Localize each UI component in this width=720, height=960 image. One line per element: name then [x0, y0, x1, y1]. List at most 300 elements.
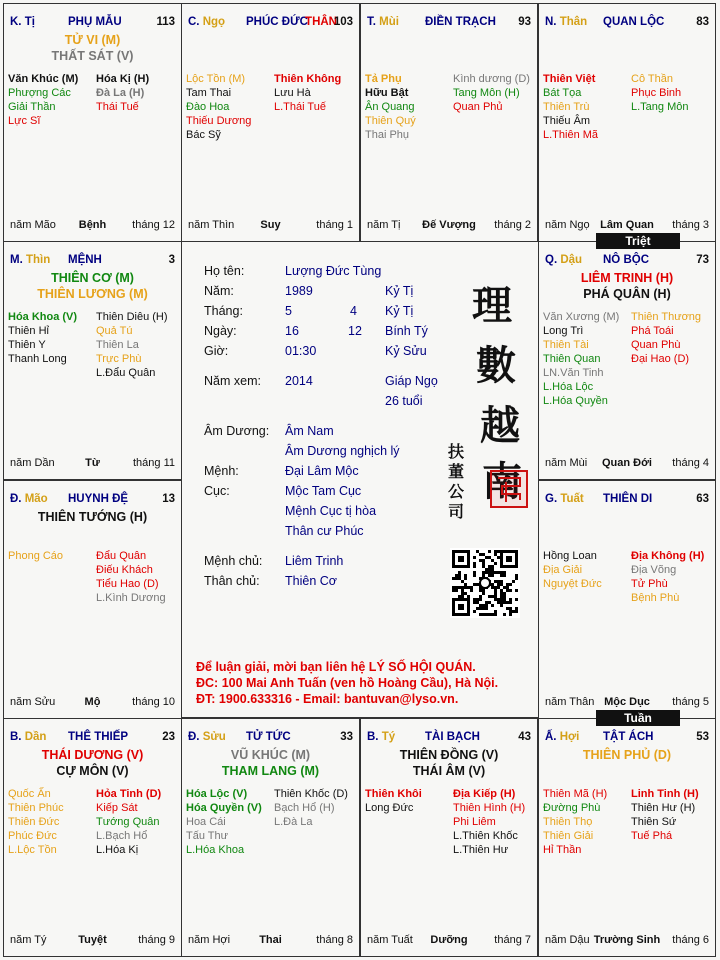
- main-stars: [539, 747, 715, 763]
- minor-stars-left: [8, 549, 92, 563]
- main-star: THIÊN ĐỒNG (V): [399, 748, 499, 762]
- minor-stars-left: [543, 549, 627, 591]
- minor-star: L.Thiên Khốc: [453, 830, 518, 842]
- minor-stars-left: [186, 72, 270, 142]
- palace-header: [545, 254, 709, 270]
- life-stage: Suy: [260, 219, 281, 231]
- palace-year: năm Dậu: [545, 934, 590, 946]
- minor-star: Quan Phù: [631, 339, 681, 351]
- minor-star: Bệnh Phù: [631, 592, 680, 604]
- hour-label: Giờ:: [204, 344, 229, 358]
- palace-cell[interactable]: [3, 718, 182, 957]
- triet-badge: Triệt: [596, 233, 680, 249]
- palace-footer: [188, 219, 353, 233]
- minor-star: Tấu Thư: [186, 830, 229, 842]
- menh-chu: Liêm Trinh: [285, 554, 344, 568]
- minor-star: Thiên Không: [274, 73, 342, 85]
- minor-star: Phá Toái: [631, 325, 674, 337]
- than-tag: THÂN: [305, 16, 337, 28]
- palace-year: năm Hợi: [188, 934, 231, 946]
- contact-line-1: Để luận giải, mời bạn liên hệ LÝ SỐ HỘI QUÁN.: [196, 660, 476, 674]
- minor-star: Kình dương (D): [453, 73, 530, 85]
- center-info-panel: [181, 241, 539, 718]
- palace-branch: G. Tuất: [545, 493, 584, 505]
- contact-line-3: ĐT: 1900.633316 - Email: bantuvan@lyso.vn.: [196, 692, 459, 706]
- minor-star: Lộc Tồn (M): [186, 73, 246, 85]
- minor-star: Long Đức: [365, 802, 414, 814]
- palace-month: tháng 9: [138, 934, 175, 946]
- minor-stars-right: [96, 549, 180, 605]
- contact-line-2: ĐC: 100 Mai Anh Tuấn (ven hồ Hoàng Cầu), Hà Nội.: [196, 676, 499, 690]
- minor-star: Hoa Cái: [186, 816, 226, 828]
- hour-can-chi: Kỷ Sửu: [385, 344, 427, 358]
- palace-age: 103: [333, 16, 353, 28]
- minor-star: Phúc Đức: [8, 830, 57, 842]
- palace-footer: [10, 457, 175, 471]
- minor-stars-right: [453, 72, 537, 114]
- palace-cell[interactable]: [3, 480, 182, 719]
- palace-footer: [545, 219, 709, 233]
- minor-stars-right: [453, 787, 537, 857]
- minor-star: Thiên Giải: [543, 830, 594, 842]
- palace-month: tháng 1: [316, 219, 353, 231]
- view-year-label: Năm xem:: [204, 374, 261, 388]
- view-year: 2014: [285, 374, 313, 388]
- main-stars: [4, 32, 181, 64]
- minor-stars-left: [8, 787, 92, 857]
- minor-star: Thai Phụ: [365, 129, 410, 141]
- minor-star: Thiên Mã (H): [543, 788, 608, 800]
- seal-char: 公: [448, 482, 465, 501]
- main-star: THẤT SÁT (V): [51, 49, 134, 63]
- minor-star: Bác Sỹ: [186, 129, 221, 141]
- palace-name: THIÊN DI: [603, 493, 653, 505]
- minor-star: Thanh Long: [8, 353, 67, 365]
- palace-month: tháng 5: [672, 696, 709, 708]
- minor-star: L.Hóa Kị: [96, 844, 139, 856]
- minor-star: L.Đẩu Quân: [96, 367, 156, 379]
- palace-name: NÔ BỘC: [603, 254, 649, 266]
- palace-footer: [545, 457, 709, 471]
- minor-star: Phong Cáo: [8, 550, 64, 562]
- minor-star: Văn Khúc (M): [8, 73, 79, 85]
- minor-star: Địa Giải: [543, 564, 583, 576]
- minor-star: Ân Quang: [365, 101, 415, 113]
- palace-footer: [545, 696, 709, 710]
- palace-branch: N. Thân: [545, 16, 588, 28]
- minor-star: Địa Không (H): [631, 550, 705, 562]
- minor-star: L.Hóa Quyền: [543, 395, 608, 407]
- life-stage: Dưỡng: [430, 934, 468, 946]
- palace-age: 73: [696, 254, 709, 266]
- minor-star: Thiên Việt: [543, 73, 596, 85]
- minor-star: Thiên Khốc (D): [274, 788, 348, 800]
- day-label: Ngày:: [204, 324, 237, 338]
- minor-star: Hồng Loan: [543, 550, 597, 562]
- minor-stars-right: [274, 72, 358, 114]
- main-stars: [361, 747, 537, 779]
- life-stage: Trường Sinh: [593, 934, 661, 946]
- minor-stars-right: [631, 310, 715, 366]
- palace-cell[interactable]: [538, 241, 716, 480]
- minor-star: Tam Thai: [186, 87, 232, 99]
- main-stars: [4, 747, 181, 779]
- palace-header: [545, 493, 709, 509]
- day-can-chi: Bính Tý: [385, 324, 428, 338]
- minor-star: Thiên Hình (H): [453, 802, 526, 814]
- minor-star: Thiên Sứ: [631, 816, 677, 828]
- palace-branch: Đ. Sửu: [188, 731, 226, 743]
- palace-year: năm Tý: [10, 934, 47, 946]
- palace-age: 3: [168, 254, 175, 266]
- palace-month: tháng 4: [672, 457, 709, 469]
- life-stage: Tuyệt: [78, 934, 107, 946]
- palace-footer: [10, 934, 175, 948]
- month-can-chi: Kỷ Tị: [385, 304, 414, 318]
- palace-month: tháng 8: [316, 934, 353, 946]
- menh-chu-label: Mệnh chủ:: [204, 554, 263, 568]
- palace-age: 43: [518, 731, 531, 743]
- minor-star: Giải Thần: [8, 101, 56, 113]
- qr-code-pattern: [450, 548, 520, 618]
- minor-star: L.Hóa Khoa: [186, 844, 245, 856]
- minor-star: Thiên Thọ: [543, 816, 593, 828]
- palace-name: PHÚC ĐỨC: [246, 16, 308, 28]
- palace-footer: [188, 934, 353, 948]
- palace-cell[interactable]: [181, 718, 360, 957]
- minor-star: Thiên Hỉ: [8, 325, 49, 337]
- life-stage: Mộ: [84, 696, 101, 708]
- main-star: THIÊN TƯỚNG (H): [37, 510, 148, 524]
- palace-age: 93: [518, 16, 531, 28]
- than-chu: Thiên Cơ: [285, 574, 337, 588]
- palace-month: tháng 7: [494, 934, 531, 946]
- seal-pattern: [492, 472, 526, 506]
- main-star: CỰ MÔN (V): [56, 764, 129, 778]
- palace-cell[interactable]: [3, 241, 182, 480]
- calligraphy-char: 數: [476, 342, 516, 389]
- minor-star: Đẩu Quân: [96, 550, 147, 562]
- tuan-badge: Tuần: [596, 710, 680, 726]
- palace-header: [10, 731, 175, 747]
- minor-star: L.Hóa Lộc: [543, 381, 594, 393]
- main-stars: [4, 270, 181, 302]
- minor-stars-right: [631, 787, 715, 843]
- palace-cell[interactable]: [181, 3, 360, 242]
- minor-star: Cô Thần: [631, 73, 673, 85]
- minor-stars-left: [8, 310, 92, 366]
- palace-age: 33: [340, 731, 353, 743]
- palace-age: 83: [696, 16, 709, 28]
- minor-star: Hóa Lộc (V): [186, 788, 248, 800]
- main-star: THIÊN LƯƠNG (M): [37, 287, 148, 301]
- minor-star: Hỉ Thần: [543, 844, 582, 856]
- calligraphy-char: 越: [480, 402, 520, 449]
- minor-star: Địa Võng: [631, 564, 677, 576]
- palace-name: THÊ THIẾP: [68, 731, 129, 743]
- palace-name: TÀI BẠCH: [425, 731, 480, 743]
- palace-footer: [367, 219, 531, 233]
- palace-cell[interactable]: [538, 480, 716, 719]
- main-star: TỬ VI (M): [64, 33, 121, 47]
- view-can-chi: Giáp Ngọ: [385, 374, 438, 388]
- minor-star: Long Trì: [543, 325, 584, 337]
- palace-branch: B. Dần: [10, 731, 47, 743]
- minor-star: Trực Phù: [96, 353, 142, 365]
- minor-star: Phi Liêm: [453, 816, 496, 828]
- minor-star: Thiên Thương: [631, 311, 702, 323]
- minor-star: Tuế Phá: [631, 830, 673, 842]
- palace-month: tháng 12: [132, 219, 175, 231]
- minor-star: Thiên Y: [8, 339, 46, 351]
- palace-header: [367, 16, 531, 32]
- palace-year: năm Mão: [10, 219, 56, 231]
- minor-stars-left: [543, 787, 627, 857]
- main-star: THÁI ÂM (V): [412, 764, 486, 778]
- palace-cell[interactable]: [360, 718, 538, 957]
- month-label: Tháng:: [204, 304, 243, 318]
- minor-star: Hóa Kị (H): [96, 73, 150, 85]
- am-duong-label: Âm Dương:: [204, 424, 270, 438]
- palace-age: 63: [696, 493, 709, 505]
- palace-header: [545, 16, 709, 32]
- palace-year: năm Mùi: [545, 457, 588, 469]
- palace-footer: [10, 219, 175, 233]
- minor-star: L.Tang Môn: [631, 101, 689, 113]
- minor-star: Thiên Diêu (H): [96, 311, 168, 323]
- minor-star: Thiên Tài: [543, 339, 589, 351]
- main-stars: [4, 509, 181, 525]
- palace-name: MỆNH: [68, 254, 102, 266]
- minor-stars-left: [365, 787, 449, 815]
- palace-name: TẬT ÁCH: [603, 731, 654, 743]
- seal-char: 董: [448, 462, 465, 481]
- minor-stars-left: [543, 310, 627, 408]
- palace-header: [10, 16, 175, 32]
- name-label: Họ tên:: [204, 264, 245, 278]
- minor-star: Lưu Hà: [274, 87, 311, 99]
- minor-star: Địa Kiếp (H): [453, 788, 516, 800]
- main-star: VŨ KHÚC (M): [230, 748, 311, 762]
- minor-stars-left: [186, 787, 270, 857]
- year-label: Năm:: [204, 284, 234, 298]
- minor-star: Hóa Khoa (V): [8, 311, 78, 323]
- palace-year: năm Sửu: [10, 696, 56, 708]
- palace-month: tháng 6: [672, 934, 709, 946]
- palace-branch: T. Mùi: [367, 16, 399, 28]
- qr-code[interactable]: [450, 548, 520, 618]
- minor-star: L.Kình Dương: [96, 592, 166, 604]
- minor-stars-left: [8, 72, 92, 128]
- minor-star: Thiên Quan: [543, 353, 601, 365]
- minor-stars-left: [543, 72, 627, 142]
- person-name: Lượng Đức Tùng: [285, 264, 382, 278]
- minor-star: Thiên Phúc: [8, 802, 64, 814]
- palace-year: năm Ngọ: [545, 219, 590, 231]
- palace-branch: Q. Dậu: [545, 254, 583, 266]
- minor-star: Hóa Quyền (V): [186, 802, 262, 814]
- month-solar: 5: [285, 304, 292, 318]
- minor-star: Đào Hoa: [186, 101, 230, 113]
- am-duong-relation: Âm Dương nghịch lý: [285, 444, 400, 458]
- minor-star: Phượng Các: [8, 87, 71, 99]
- minor-star: Lực Sĩ: [8, 115, 41, 127]
- palace-year: năm Thìn: [188, 219, 235, 231]
- minor-star: L.Lộc Tồn: [8, 844, 57, 856]
- minor-star: Linh Tinh (H): [631, 788, 699, 800]
- palace-month: tháng 2: [494, 219, 531, 231]
- palace-header: [367, 731, 531, 747]
- minor-stars-right: [96, 310, 180, 380]
- life-stage: Bệnh: [78, 219, 107, 231]
- palace-branch: Đ. Mão: [10, 493, 48, 505]
- palace-cell[interactable]: [538, 3, 716, 242]
- minor-star: Đà La (H): [96, 87, 145, 99]
- menh-value: Đại Lâm Mộc: [285, 464, 359, 478]
- main-star: LIÊM TRINH (H): [580, 271, 674, 285]
- life-stage: Quan Đới: [602, 457, 652, 469]
- palace-branch: M. Thìn: [10, 254, 51, 266]
- minor-star: L.Thiên Mã: [543, 129, 599, 141]
- life-stage: Đế Vượng: [422, 219, 476, 231]
- palace-year: năm Tị: [367, 219, 401, 231]
- palace-branch: C. Ngọ: [188, 16, 226, 28]
- minor-stars-right: [631, 549, 715, 605]
- palace-footer: [545, 934, 709, 948]
- palace-age: 23: [162, 731, 175, 743]
- small-seal-text: [448, 442, 468, 522]
- minor-star: Tướng Quân: [96, 816, 160, 828]
- palace-header: [10, 254, 175, 270]
- minor-star: Thái Tuế: [96, 101, 139, 113]
- palace-footer: [10, 696, 175, 710]
- minor-star: LN.Văn Tinh: [543, 367, 604, 379]
- minor-star: Tiểu Hao (D): [96, 578, 159, 590]
- minor-star: L.Thái Tuế: [274, 101, 326, 113]
- palace-header: [10, 493, 175, 509]
- palace-branch: B. Tý: [367, 731, 396, 743]
- main-stars: [539, 270, 715, 302]
- palace-name: HUYNH ĐỆ: [68, 493, 129, 505]
- menh-cuc-relation: Mệnh Cục tị hòa: [285, 504, 377, 518]
- life-stage: Mộc Dục: [604, 696, 650, 708]
- minor-star: L.Bạch Hổ: [96, 830, 148, 842]
- minor-star: Thiên Hư (H): [631, 802, 696, 814]
- palace-branch: Ấ. Hợi: [545, 731, 580, 743]
- minor-star: Hỏa Tinh (D): [96, 788, 162, 800]
- calligraphy-char: 南: [482, 458, 522, 505]
- current-age: 26 tuổi: [385, 394, 423, 408]
- seal-char: 扶: [448, 442, 465, 461]
- minor-star: Thiên La: [96, 339, 139, 351]
- palace-cell[interactable]: [360, 3, 538, 242]
- palace-age: 113: [156, 16, 175, 28]
- minor-star: Hữu Bật: [365, 87, 409, 99]
- month-lunar: 4: [350, 304, 357, 318]
- main-star: THÁI DƯƠNG (V): [41, 748, 144, 762]
- minor-star: Phục Binh: [631, 87, 682, 99]
- palace-name: ĐIỀN TRẠCH: [425, 16, 496, 28]
- minor-stars-right: [631, 72, 715, 114]
- birth-hour: 01:30: [285, 344, 317, 358]
- minor-stars-left: [365, 72, 449, 142]
- cuc-value: Mộc Tam Cục: [285, 484, 362, 498]
- minor-star: L.Đà La: [274, 816, 313, 828]
- than-cu: Thân cư Phúc: [285, 524, 364, 538]
- minor-star: Quả Tú: [96, 325, 133, 337]
- palace-header: [188, 16, 353, 32]
- palace-month: tháng 10: [132, 696, 175, 708]
- seal-char: 司: [448, 502, 465, 521]
- main-star: THIÊN PHỦ (D): [582, 748, 672, 762]
- minor-star: Thiếu Dương: [186, 115, 252, 127]
- main-star: THAM LANG (M): [221, 764, 320, 778]
- palace-year: năm Dần: [10, 457, 55, 469]
- birth-year: 1989: [285, 284, 313, 298]
- minor-star: Tang Môn (H): [453, 87, 520, 99]
- minor-stars-right: [96, 72, 180, 114]
- minor-star: Tả Phụ: [365, 73, 402, 85]
- palace-month: tháng 3: [672, 219, 709, 231]
- palace-year: năm Tuất: [367, 934, 413, 946]
- day-solar: 16: [285, 324, 299, 338]
- palace-year: năm Thân: [545, 696, 595, 708]
- minor-star: L.Thiên Hư: [453, 844, 509, 856]
- minor-star: Thiên Quý: [365, 115, 416, 127]
- palace-name: QUAN LỘC: [603, 16, 665, 28]
- minor-star: Tử Phù: [631, 578, 668, 590]
- minor-star: Kiếp Sát: [96, 802, 138, 814]
- menh-label: Mệnh:: [204, 464, 239, 478]
- main-star: THIÊN CƠ (M): [51, 271, 134, 285]
- minor-star: Nguyệt Đức: [543, 578, 602, 590]
- minor-star: Quan Phủ: [453, 101, 503, 113]
- minor-stars-right: [274, 787, 358, 829]
- cuc-label: Cục:: [204, 484, 230, 498]
- minor-stars-right: [96, 787, 180, 857]
- minor-star: Văn Xương (M): [543, 311, 620, 323]
- minor-star: Thiếu Âm: [543, 115, 591, 127]
- minor-star: Đường Phù: [543, 802, 601, 814]
- palace-cell[interactable]: [3, 3, 182, 242]
- life-stage: Từ: [85, 457, 100, 469]
- minor-star: Điếu Khách: [96, 564, 153, 576]
- minor-star: Thiên Trù: [543, 101, 590, 113]
- minor-star: Quốc Ấn: [8, 788, 51, 800]
- minor-star: Bạch Hổ (H): [274, 802, 335, 814]
- palace-cell[interactable]: [538, 718, 716, 957]
- calligraphy-char: 理: [472, 282, 512, 329]
- palace-branch: K. Tị: [10, 16, 35, 28]
- red-seal-stamp: [490, 470, 528, 508]
- main-stars: [182, 747, 359, 779]
- life-stage: Lâm Quan: [600, 219, 654, 231]
- palace-name: TỬ TỨC: [246, 731, 291, 743]
- palace-name: PHỤ MẪU: [68, 16, 122, 28]
- palace-age: 53: [696, 731, 709, 743]
- life-stage: Thai: [259, 934, 282, 946]
- than-chu-label: Thân chủ:: [204, 574, 260, 588]
- minor-star: Thiên Đức: [8, 816, 60, 828]
- year-can-chi: Kỷ Tị: [385, 284, 414, 298]
- minor-star: Thiên Khôi: [365, 788, 422, 800]
- minor-star: Bát Tọa: [543, 87, 582, 99]
- am-duong: Âm Nam: [285, 424, 334, 438]
- palace-header: [545, 731, 709, 747]
- minor-star: Đại Hao (D): [631, 353, 690, 365]
- palace-age: 13: [162, 493, 175, 505]
- palace-header: [188, 731, 353, 747]
